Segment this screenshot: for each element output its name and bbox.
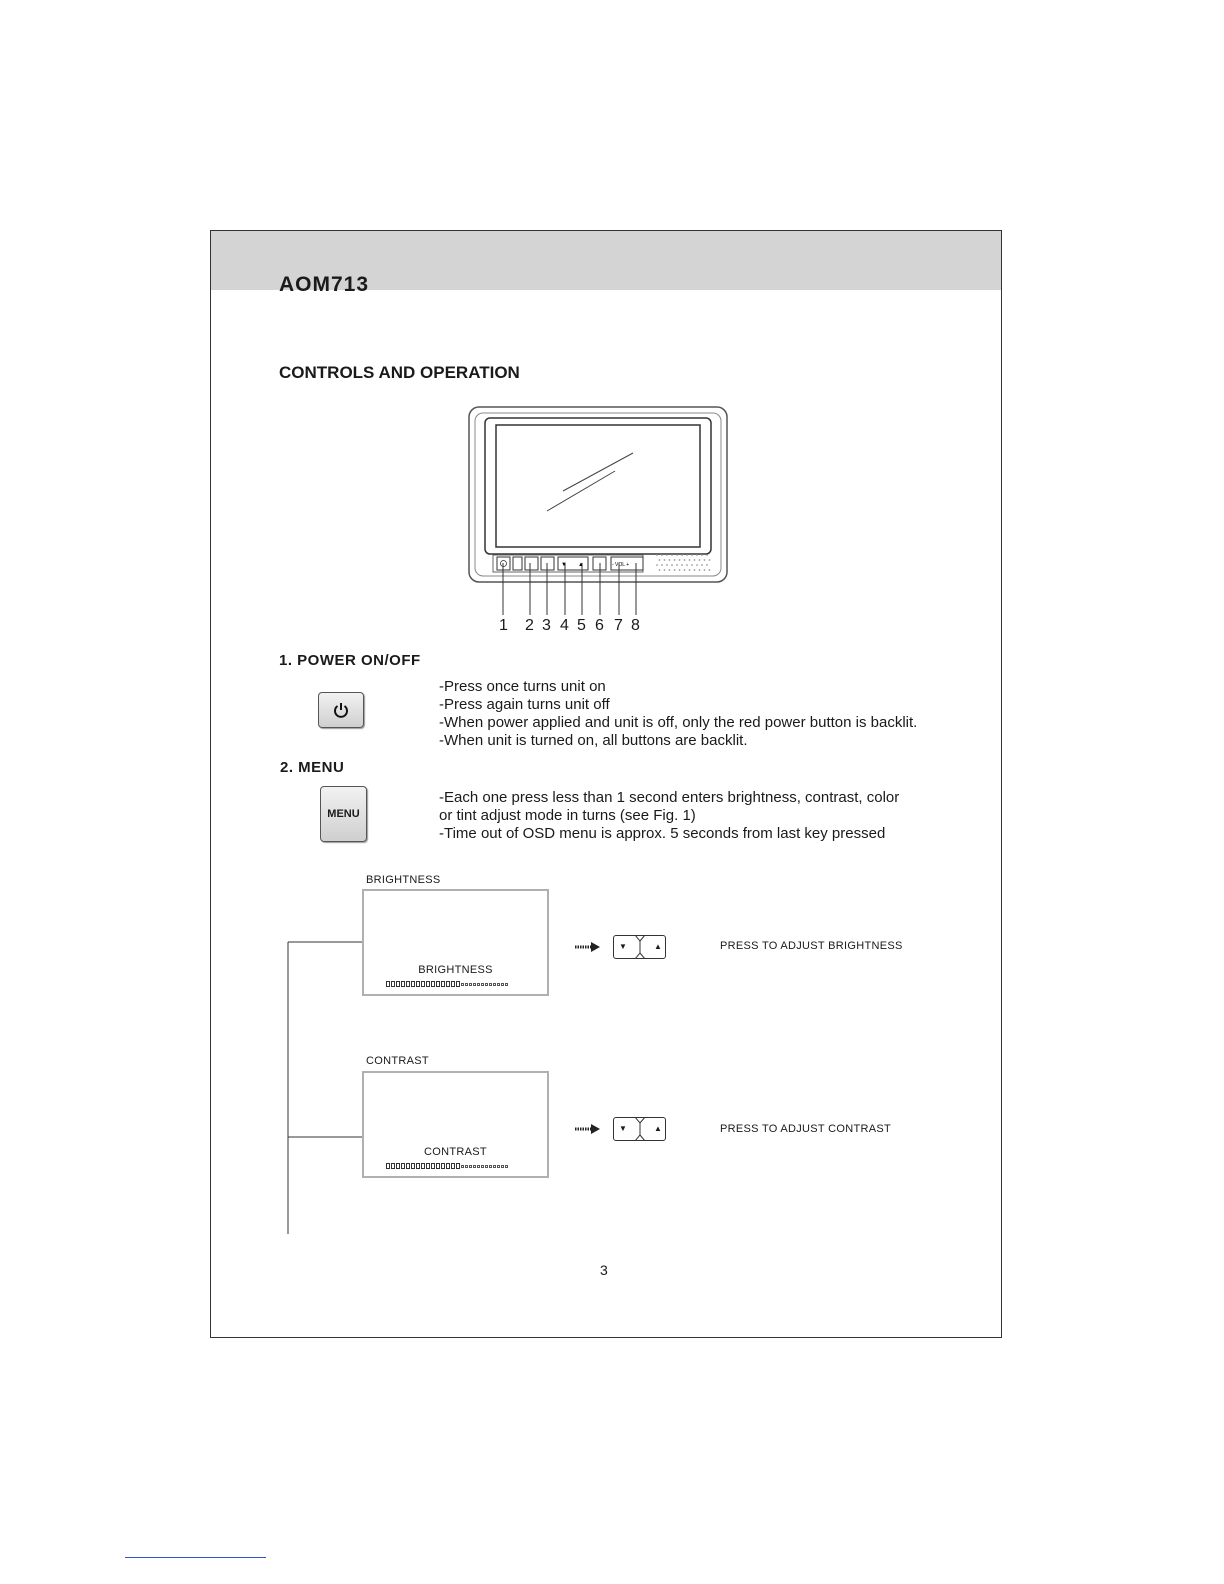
level-segment [406,1163,410,1169]
up-arrow-icon: ▲ [654,1124,662,1133]
level-segment [446,1163,450,1169]
level-segment [456,981,460,987]
callout-6: 6 [595,617,604,634]
level-segment-empty [473,983,476,986]
level-segment [391,981,395,987]
monitor-drawing [465,405,735,635]
volume-minus-icon: - VOL + [612,562,630,568]
power-line-2: -Press again turns unit off [439,696,610,713]
level-segment-empty [485,1165,488,1168]
menu-description [439,789,899,843]
level-segment [396,981,400,987]
power-icon [332,701,350,719]
level-segment [446,981,450,987]
level-segment [436,1163,440,1169]
level-segment [386,1163,390,1169]
level-segment-empty [493,1165,496,1168]
monitor-illustration [465,405,735,640]
callout-2: 2 [525,617,534,634]
level-segment [391,1163,395,1169]
menu-line-3: -Time out of OSD menu is approx. 5 seconds from last key pressed [439,825,886,842]
level-segment [421,981,425,987]
down-arrow-icon: ▼ [619,942,627,951]
callout-3: 3 [542,617,551,634]
level-segment-empty [461,1165,464,1168]
level-segment-empty [477,983,480,986]
callout-4: 4 [560,617,569,634]
menu-heading: 2. MENU [280,759,345,776]
level-segment-empty [489,1165,492,1168]
level-segment-empty [477,1165,480,1168]
level-segment-empty [481,1165,484,1168]
footer-link-underline[interactable] [125,1557,266,1558]
level-segment [396,1163,400,1169]
brightness-updown-key [613,935,666,959]
page-number: 3 [600,1262,608,1278]
power-key-illustration [318,692,364,728]
contrast-updown-key [613,1117,666,1141]
dashed-arrow-icon [575,941,601,953]
level-segment [441,981,445,987]
level-segment [386,981,390,987]
level-segment [406,981,410,987]
level-segment [451,981,455,987]
level-segment-empty [469,1165,472,1168]
level-segment [436,981,440,987]
level-segment-empty [485,983,488,986]
level-segment-empty [493,983,496,986]
power-heading: 1. POWER ON/OFF [279,652,421,669]
level-segment-empty [481,983,484,986]
down-arrow-icon: ▼ [561,562,567,568]
level-segment-empty [473,1165,476,1168]
model-title: AOM713 [279,273,370,296]
level-segment [451,1163,455,1169]
screen [496,425,700,547]
power-line-4: -When unit is turned on, all buttons are backlit. [439,732,748,749]
level-segment [426,1163,430,1169]
callout-7: 7 [614,617,623,634]
menu-line-2: or tint adjust mode in turns (see Fig. 1) [439,807,696,824]
level-segment-empty [497,983,500,986]
menu-line-1: -Each one press less than 1 second enters brightness, contrast, color [439,789,900,806]
level-segment [416,1163,420,1169]
level-segment-empty [501,983,504,986]
level-segment [411,1163,415,1169]
menu-key-illustration [320,786,367,842]
power-description [439,678,917,750]
level-segment [431,981,435,987]
level-segment [456,1163,460,1169]
osd-brightness-screen-label: BRIGHTNESS [418,964,493,976]
level-segment [401,1163,405,1169]
panel-menu-button [525,557,538,570]
menu-key-label: MENU [327,808,360,820]
contrast-instruction: PRESS TO ADJUST CONTRAST [720,1123,892,1135]
osd-brightness-label: BRIGHTNESS [366,874,441,886]
level-segment-empty [461,983,464,986]
level-segment-empty [469,983,472,986]
osd-brightness-screen [362,889,549,996]
contrast-level-bar [386,1163,508,1169]
power-line-3: -When power applied and unit is off, only the red power button is backlit. [439,714,918,731]
level-segment-empty [465,1165,468,1168]
callout-8: 8 [631,617,640,634]
osd-contrast-label: CONTRAST [366,1055,429,1067]
level-segment [411,981,415,987]
callout-5: 5 [577,617,586,634]
brightness-level-bar [386,981,508,987]
panel-sensor [513,557,522,570]
level-segment [431,1163,435,1169]
up-arrow-icon: ▲ [578,562,584,568]
level-segment [441,1163,445,1169]
dashed-arrow-icon [575,1123,601,1135]
level-segment [426,981,430,987]
level-segment-empty [497,1165,500,1168]
level-segment-empty [489,983,492,986]
level-segment [421,1163,425,1169]
up-arrow-icon: ▲ [654,942,662,951]
level-segment-empty [501,1165,504,1168]
osd-contrast-screen [362,1071,549,1178]
level-segment [416,981,420,987]
down-arrow-icon: ▼ [619,1124,627,1133]
level-segment [401,981,405,987]
callout-1: 1 [499,617,508,634]
level-segment-empty [505,983,508,986]
power-line-1: -Press once turns unit on [439,678,606,695]
osd-contrast-screen-label: CONTRAST [424,1146,487,1158]
brightness-instruction: PRESS TO ADJUST BRIGHTNESS [720,940,903,952]
section-title: CONTROLS AND OPERATION [279,363,520,382]
level-segment-empty [465,983,468,986]
level-segment-empty [505,1165,508,1168]
